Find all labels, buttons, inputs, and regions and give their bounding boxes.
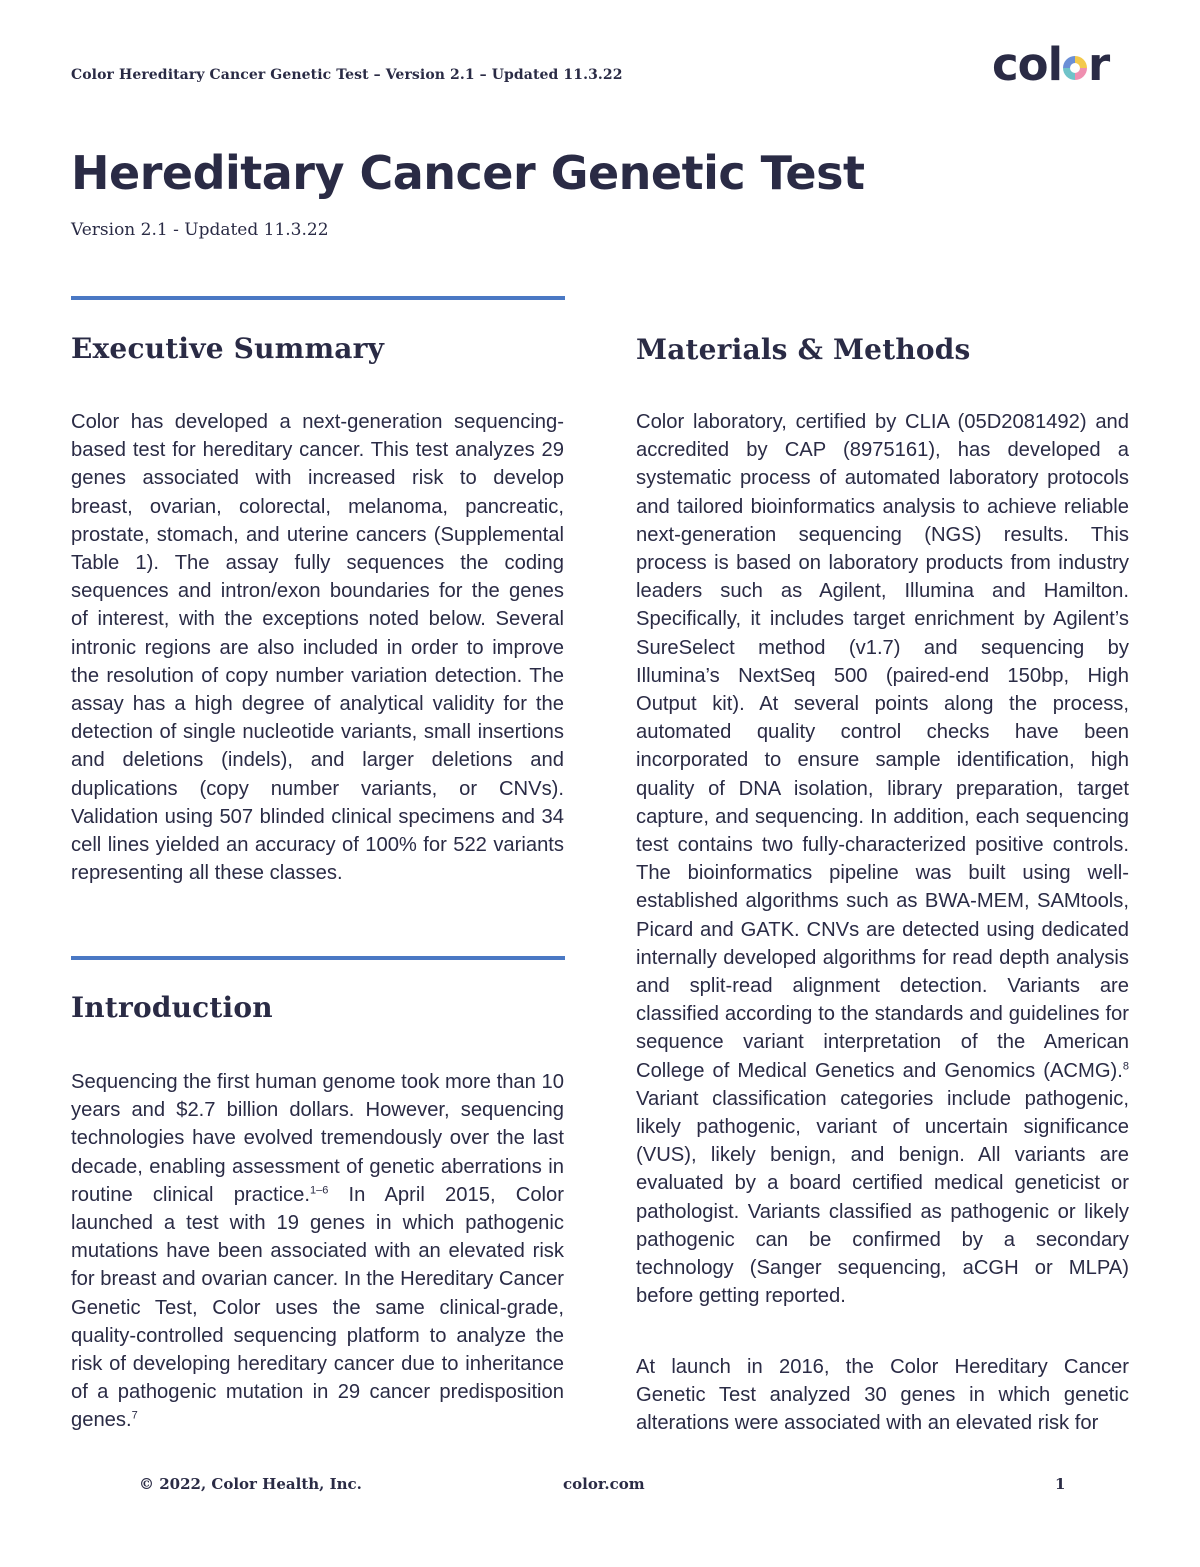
- page-number: 1: [1055, 1475, 1066, 1493]
- section-divider: [71, 296, 565, 300]
- executive-summary-body: Color has developed a next-generation sequencing-based test for hereditary cancer. This test analyzes 29 genes associated with increased risk to develop breast, ovarian, colorectal, melanoma, pancreatic, prostate, stomach, and uterine cancers (Supplemental Table 1). The assay fully sequences the coding sequences and intron/exon boundaries for the genes of interest, with the exceptions noted below. Several intronic regions are also included in order to improve the resolution of copy number variation detection. The assay has a high degree of analytical validity for the detection of single nucleotide variants, small insertions and deletions (indels), and larger deletions and duplications (copy number variants, or CNVs). Validation using 507 blinded clinical specimens and 34 cell lines yielded an accuracy of 100% for 522 variants representing all these classes.: [71, 411, 564, 885]
- footer-website-link[interactable]: color.com: [563, 1475, 645, 1493]
- materials-methods-heading: Materials & Methods: [636, 333, 971, 366]
- citation-ref: 8: [1122, 1059, 1129, 1072]
- materials-methods-text-2: Variant classification categories include pathogenic, likely pathogenic, variant of uncertain significance (VUS), likely benign, and benign. All variants are evaluated by a board certified medical geneticist or pathologist. Variants classified as pathogenic or likely pathogenic can be confirmed by a secondary technology (Sanger sequencing, aCGH or MLPA) before getting reported.: [636, 1087, 1129, 1308]
- section-divider: [71, 956, 565, 960]
- introduction-text-2: In April 2015, Color launched a test with 19 genes in which pathogenic mutations have been associated with an elevated risk for breast and ovarian cancer. In the Hereditary Cancer Genetic Test, Color uses the same clinical-grade, quality-controlled sequencing platform to analyze the risk of developing hereditary cancer due to inheritance of a pathogenic mutation in 29 cancer predisposition genes.: [71, 1183, 564, 1432]
- logo-text-right: r: [1088, 38, 1110, 91]
- materials-methods-body: [636, 408, 1129, 1311]
- materials-methods-text-1: Color laboratory, certified by CLIA (05D2081492) and accredited by CAP (8975161), has developed a systematic process of automated laboratory protocols and tailored bioinformatics analysis to achieve reliable next-generation sequencing (NGS) results. This process is based on laboratory products from industry leaders such as Agilent, Illumina and Hamilton. Specifically, it includes target enrichment by Agilent’s SureSelect method (v1.7) and sequencing by Illumina’s NextSeq 500 (paired-end 150bp, High Output kit). At several points along the process, automated quality control checks have been incorporated to ensure sample identification, high quality of DNA isolation, library preparation, target capture, and sequencing. In addition, each sequencing test contains two fully-characterized positive controls. The bioinformatics pipeline was built using well-established algorithms such as BWA-MEM, SAMtools, Picard and GATK. CNVs are detected using dedicated internally developed algorithms for read depth analysis and split-read alignment detection. Variants are classified according to the standards and guidelines for sequence variant interpretation of the American College of Medical Genetics and Genomics (ACMG).: [636, 411, 1129, 1082]
- page-title: Hereditary Cancer Genetic Test: [71, 146, 865, 200]
- introduction-text-1: Sequencing the first human genome took more than 10 years and $2.7 billion dollars. However, sequencing technologies have evolved tremendously over the last decade, enabling assessment of genetic aberrations in routine clinical practice.: [71, 1071, 564, 1206]
- introduction-heading: Introduction: [71, 991, 273, 1024]
- materials-methods-body-continued: At launch in 2016, the Color Hereditary Cancer Genetic Test analyzed 30 genes in which genetic alterations were associated with an elevated risk for: [636, 1356, 1129, 1435]
- running-header: Color Hereditary Cancer Genetic Test – Version 2.1 – Updated 11.3.22: [71, 67, 623, 83]
- logo-ring-icon: [1063, 56, 1087, 80]
- introduction-body: [71, 1068, 564, 1435]
- document-version: Version 2.1 - Updated 11.3.22: [71, 220, 329, 240]
- executive-summary-heading: Executive Summary: [71, 332, 385, 365]
- citation-ref: 7: [131, 1409, 138, 1422]
- footer-copyright: © 2022, Color Health, Inc.: [139, 1475, 362, 1493]
- color-logo: [992, 38, 1110, 91]
- citation-ref: 1–6: [310, 1184, 329, 1197]
- logo-text-left: col: [992, 38, 1063, 91]
